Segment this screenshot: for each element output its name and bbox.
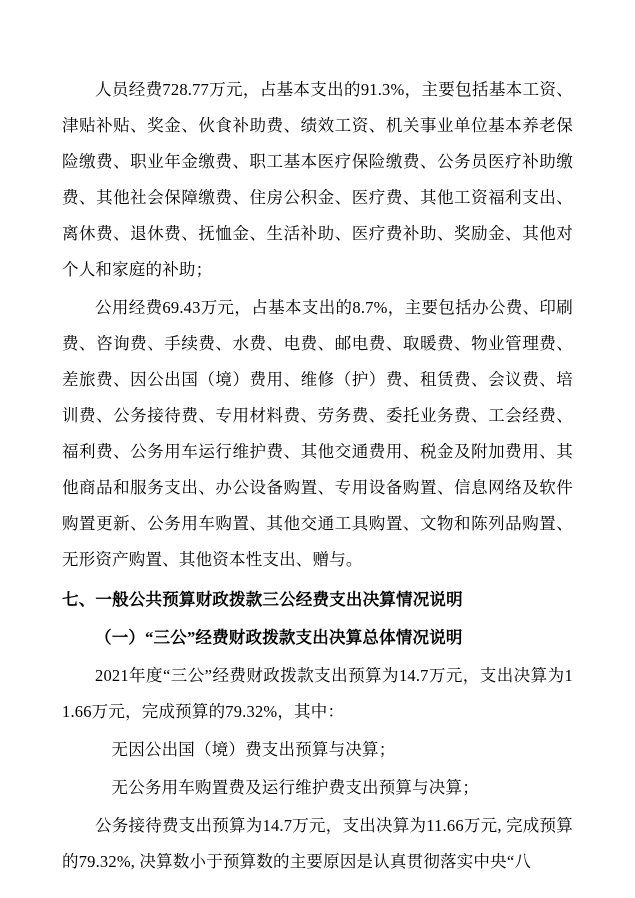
heading-section-seven: 七、一般公共预算财政拨款三公经费支出决算情况说明	[62, 590, 463, 609]
document-body	[62, 72, 573, 880]
paragraph-official-reception: 公务接待费支出预算为14.7万元，支出决算为11.66万元, 完成预算的79.32%, 决算数小于预算数的主要原因是认真贯彻落实中央“八	[62, 816, 573, 871]
paragraph-no-vehicle-purchase: 无公务用车购置费及运行维护费支出预算与决算；	[111, 778, 479, 797]
paragraph-personnel-expenses: 人员经费728.77万元，占基本支出的91.3%，主要包括基本工资、津贴补贴、奖金、伙食补助费、绩效工资、机关事业单位基本养老保险缴费、职业年金缴费、职工基本医疗保险缴费、公务员医疗补助缴费、其他社会保障缴费、住房公积金、医疗费、其他工资福利支出、离休费、退休费、抚恤金、生活补助、医疗费补助、奖励金、其他对个人和家庭的补助；	[62, 80, 573, 279]
paragraph-no-overseas-travel: 无因公出国（境）费支出预算与决算；	[111, 740, 396, 759]
paragraph-public-expenses: 公用经费69.43万元，占基本支出的8.7%，主要包括办公费、印刷费、咨询费、手续费、水费、电费、邮电费、取暖费、物业管理费、差旅费、因公出国（境）费用、维修（护）费、租赁费、会议费、培训费、公务接待费、专用材料费、劳务费、委托业务费、工会经费、福利费、公务用车运行维护费、其他交通费用、税金及附加费用、其他商品和服务支出、办公设备购置、专用设备购置、信息网络及软件购置更新、公务用车购置、其他交通工具购置、文物和陈列品购置、无形资产购置、其他资本性支出、赠与。	[62, 298, 573, 569]
paragraph-three-public-total: 2021年度“三公”经费财政拨款支出预算为14.7万元，支出决算为11.66万元，完成预算的79.32%，其中：	[62, 666, 573, 721]
subheading-section-seven-one: （一）“三公”经费财政拨款支出决算总体情况说明	[95, 628, 463, 647]
